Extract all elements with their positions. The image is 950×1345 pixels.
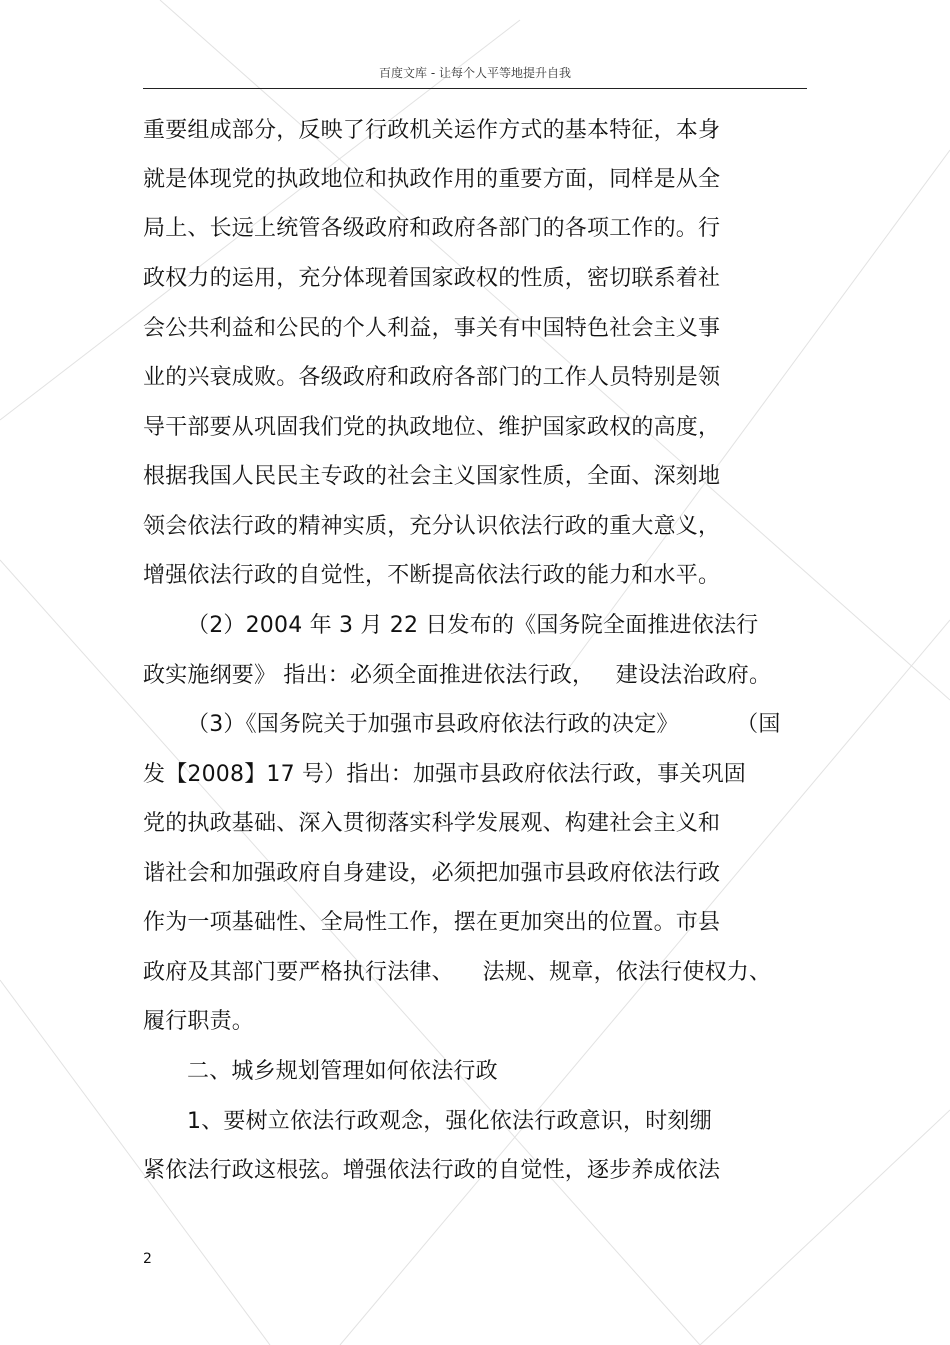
text-line: 紧依法行政这根弦。增强依法行政的自觉性，逐步养成依法 — [143, 1158, 721, 1183]
text-line: 领会依法行政的精神实质，充分认识依法行政的重大意义， — [143, 514, 721, 539]
text-line: 局上、长远上统管各级政府和政府各部门的各项工作的。行 — [143, 216, 721, 241]
text-line: 就是体现党的执政地位和执政作用的重要方面，同样是从全 — [143, 167, 721, 192]
text-line: 重要组成部分，反映了行政机关运作方式的基本特征，本身 — [143, 118, 721, 143]
text-line: 谐社会和加强政府自身建设，必须把加强市县政府依法行政 — [143, 861, 721, 886]
text-line: （3）《国务院关于加强市县政府依法行政的决定》 （国 — [187, 712, 781, 737]
page-number: 2 — [143, 1251, 152, 1267]
header-text: 百度文库 - 让每个人平等地提升自我 — [379, 66, 571, 80]
page-header — [143, 62, 807, 89]
section-heading: 二、城乡规划管理如何依法行政 — [187, 1059, 498, 1084]
text-line: 根据我国人民民主专政的社会主义国家性质，全面、深刻地 — [143, 464, 721, 489]
text-line: 业的兴衰成败。各级政府和政府各部门的工作人员特别是领 — [143, 365, 721, 390]
text-line: 政府及其部门要严格执行法律、 法规、规章，依法行使权力、 — [143, 960, 772, 985]
text-line: （2）2004 年 3 月 22 日发布的《国务院全面推进依法行 — [187, 613, 759, 638]
text-line: 政实施纲要》 指出：必须全面推进依法行政， 建设法治政府。 — [143, 663, 772, 688]
text-line: 1、要树立依法行政观念，强化依法行政意识，时刻绷 — [187, 1109, 712, 1134]
text-line: 发【2008】17 号）指出：加强市县政府依法行政，事关巩固 — [143, 762, 746, 787]
text-line: 增强依法行政的自觉性，不断提高依法行政的能力和水平。 — [143, 563, 721, 588]
text-line: 党的执政基础、深入贯彻落实科学发展观、构建社会主义和 — [143, 811, 721, 836]
text-line: 会公共利益和公民的个人利益，事关有中国特色社会主义事 — [143, 316, 721, 341]
text-line: 履行职责。 — [143, 1009, 255, 1034]
text-line: 作为一项基础性、全局性工作，摆在更加突出的位置。市县 — [143, 910, 721, 935]
text-line: 导干部要从巩固我们党的执政地位、维护国家政权的高度， — [143, 415, 721, 440]
text-line: 政权力的运用，充分体现着国家政权的性质，密切联系着社 — [143, 266, 721, 291]
